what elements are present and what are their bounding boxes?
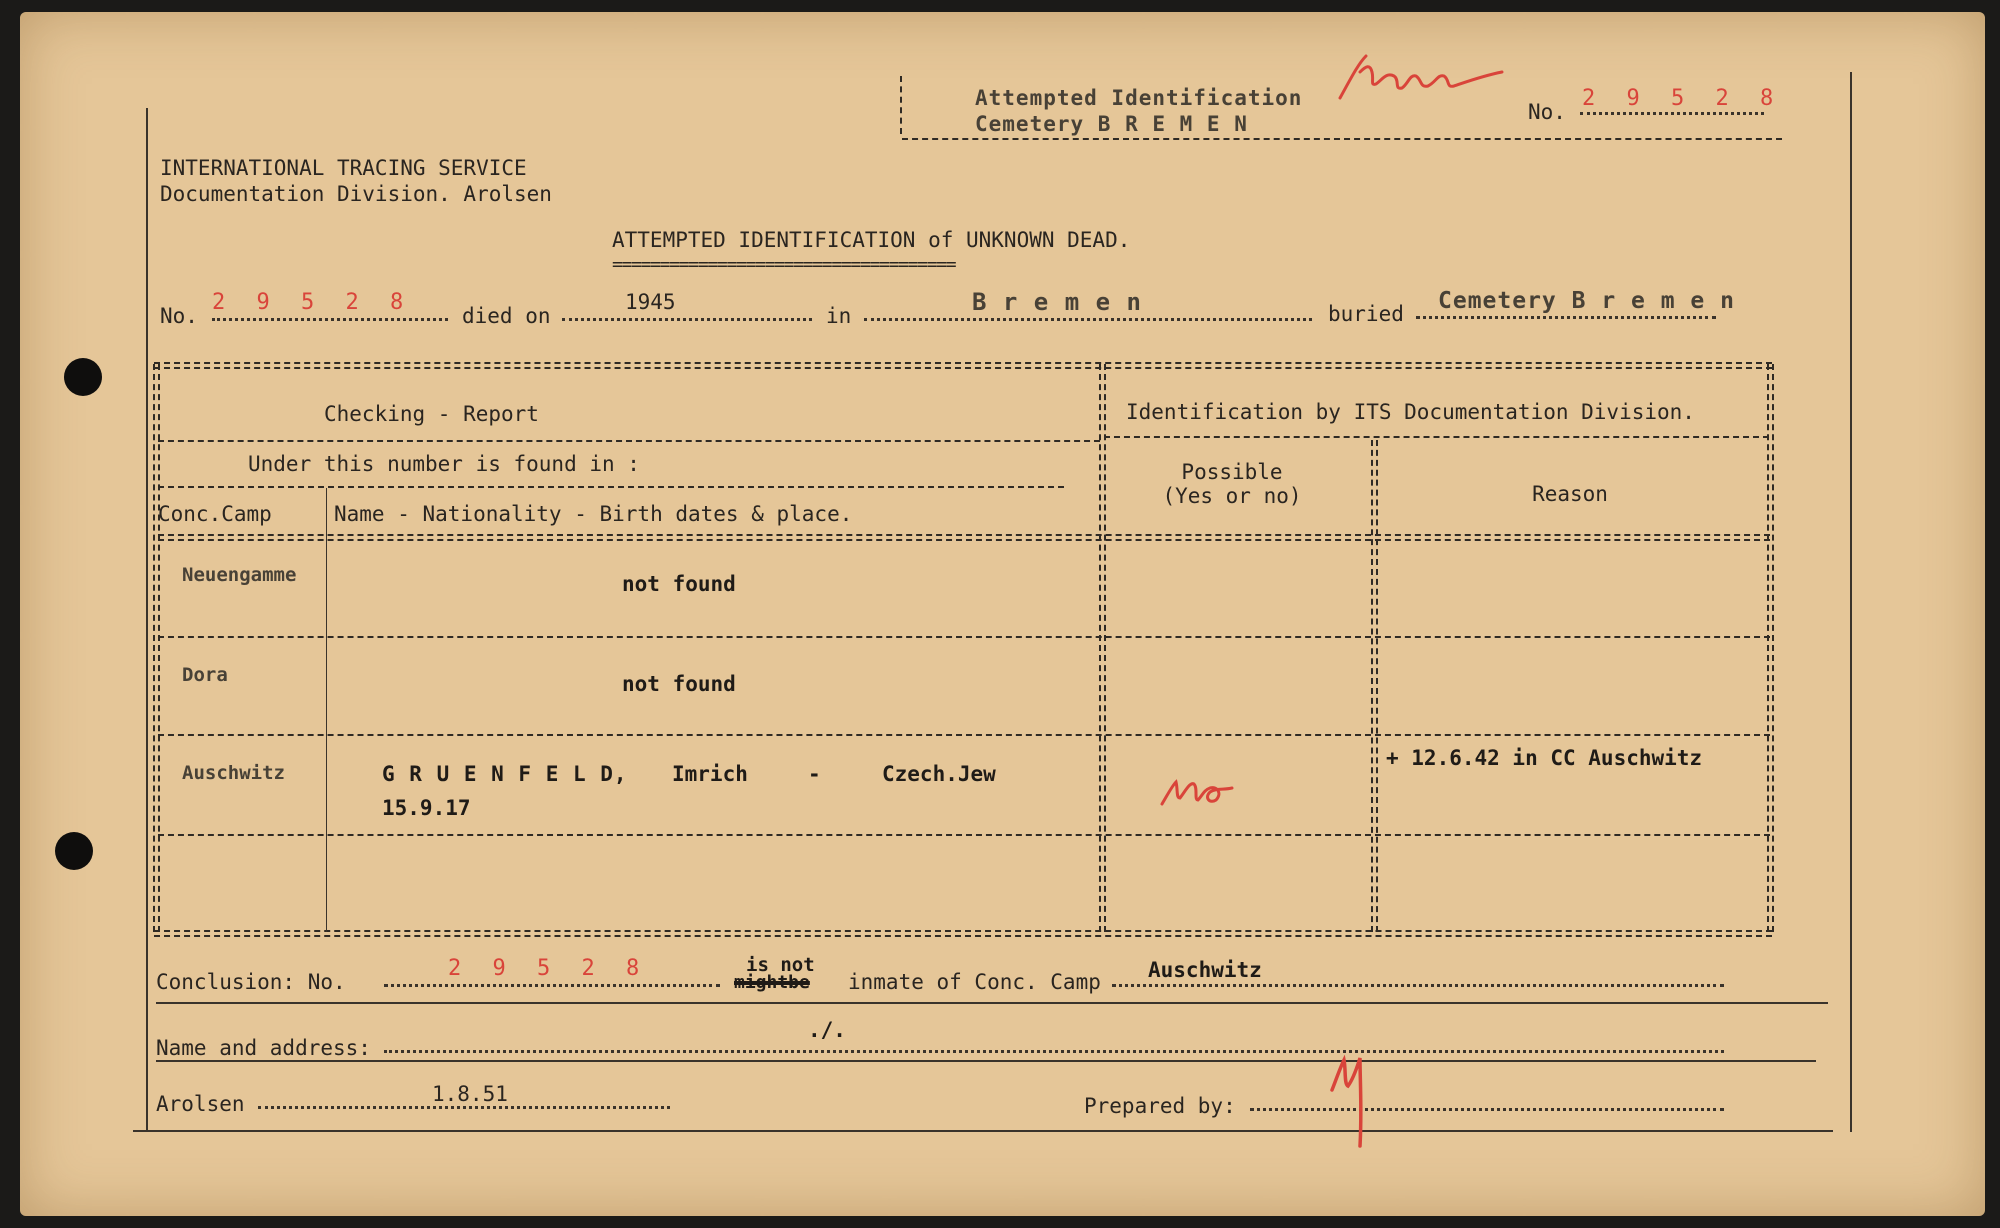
row1-name: not found bbox=[622, 572, 736, 596]
document-title: ATTEMPTED IDENTIFICATION of UNKNOWN DEAD. bbox=[612, 228, 1131, 252]
row3-possible-handwritten-no bbox=[1158, 770, 1238, 810]
preparer-signature bbox=[1326, 1050, 1376, 1150]
frame-right-line bbox=[1850, 72, 1852, 1132]
is-not-text: is not bbox=[746, 954, 815, 976]
row3-nationality: Czech.Jew bbox=[882, 762, 996, 786]
row2-camp: Dora bbox=[182, 664, 228, 686]
name-address-rule bbox=[156, 1060, 1816, 1062]
date-dots bbox=[258, 1106, 670, 1109]
identification-header: Identification by ITS Documentation Division. bbox=[1126, 400, 1695, 424]
place-dots bbox=[864, 318, 1312, 321]
table-top-border bbox=[154, 362, 1772, 369]
row3-reason: + 12.6.42 in CC Auschwitz bbox=[1386, 746, 1703, 770]
died-label: died on bbox=[462, 304, 551, 328]
row-divider-3 bbox=[158, 834, 1770, 836]
name-address-label: Name and address: bbox=[156, 1036, 371, 1060]
row3-birth: 15.9.17 bbox=[382, 796, 471, 820]
struck-word: mightbe bbox=[734, 972, 810, 993]
handwritten-none-note bbox=[1336, 50, 1506, 110]
buried-label: buried bbox=[1328, 302, 1404, 326]
table-right-border bbox=[1767, 364, 1774, 932]
row3-dash: - bbox=[808, 762, 821, 786]
punch-hole-top bbox=[64, 358, 102, 396]
stamp-line-1: Attempted Identification bbox=[975, 86, 1303, 110]
table-left-border bbox=[153, 364, 160, 932]
conclusion-label: Conclusion: No. bbox=[156, 970, 346, 994]
name-address-value: ./. bbox=[808, 1018, 846, 1042]
record-no-dots bbox=[212, 318, 448, 321]
buried-value: Cemetery B r e m e n bbox=[1438, 288, 1735, 314]
date-value: 1.8.51 bbox=[432, 1082, 508, 1106]
inmate-label: inmate of Conc. Camp bbox=[848, 970, 1101, 994]
found-in-subheader: Under this number is found in : bbox=[248, 452, 640, 476]
died-dots bbox=[562, 318, 812, 321]
record-no-label: No. bbox=[160, 304, 198, 328]
prepared-dots bbox=[1250, 1108, 1724, 1111]
header-no-label: No. bbox=[1528, 100, 1566, 124]
frame-bottom-line bbox=[133, 1130, 1833, 1132]
arolsen-label: Arolsen bbox=[156, 1092, 245, 1116]
row-divider-2 bbox=[158, 734, 1770, 736]
conclusion-no: 2 9 5 2 8 bbox=[448, 956, 649, 981]
table-bottom-border bbox=[154, 930, 1772, 937]
row-divider-1 bbox=[158, 636, 1770, 638]
row3-given-name: Imrich bbox=[672, 762, 748, 786]
col-possible-header-2: (Yes or no) bbox=[1162, 484, 1302, 508]
place-value: B r e m e n bbox=[972, 288, 1142, 316]
table-camp-divider bbox=[326, 488, 327, 932]
conclusion-no-dots bbox=[384, 984, 720, 987]
col-name-header: Name - Nationality - Birth dates & place. bbox=[334, 502, 853, 526]
buried-dots bbox=[1416, 316, 1716, 319]
conclusion-camp-dots bbox=[1112, 984, 1724, 987]
conclusion-camp: Auschwitz bbox=[1148, 958, 1262, 982]
row3-camp: Auschwitz bbox=[182, 762, 285, 784]
col-camp-header: Conc.Camp bbox=[158, 502, 272, 526]
record-no-value: 2 9 5 2 8 bbox=[212, 290, 413, 315]
title-underline: ==================================== bbox=[612, 254, 956, 275]
row1-camp: Neuengamme bbox=[182, 564, 297, 586]
prepared-label: Prepared by: bbox=[1084, 1094, 1236, 1118]
died-value: 1945 bbox=[625, 290, 676, 314]
conclusion-rule bbox=[156, 1002, 1828, 1004]
stamp-line-2: Cemetery B R E M E N bbox=[975, 112, 1248, 136]
header-divider-right bbox=[1104, 436, 1769, 438]
stamp-box-left bbox=[900, 76, 902, 134]
header-no-dots bbox=[1580, 112, 1764, 115]
punch-hole-bottom bbox=[55, 832, 93, 870]
header-divider-left bbox=[158, 440, 1100, 442]
row3-surname: G R U E N F E L D, bbox=[382, 762, 628, 786]
table-mid-divider bbox=[1099, 364, 1106, 932]
checking-report-header: Checking - Report bbox=[324, 402, 539, 426]
org-line-1: INTERNATIONAL TRACING SERVICE bbox=[160, 156, 527, 180]
header-no-value: 2 9 5 2 8 bbox=[1582, 86, 1783, 111]
col-possible-header-1: Possible bbox=[1181, 460, 1283, 484]
row2-name: not found bbox=[622, 672, 736, 696]
in-label: in bbox=[826, 304, 852, 328]
name-address-dots bbox=[384, 1050, 1724, 1053]
subheader-divider bbox=[158, 486, 1064, 488]
table-possible-divider bbox=[1371, 440, 1378, 932]
org-line-2: Documentation Division. Arolsen bbox=[160, 182, 552, 206]
stamp-box-bottom bbox=[902, 138, 1782, 140]
column-header-divider bbox=[158, 534, 1770, 541]
col-reason-header: Reason bbox=[1532, 482, 1608, 506]
frame-left-line bbox=[146, 108, 148, 1130]
